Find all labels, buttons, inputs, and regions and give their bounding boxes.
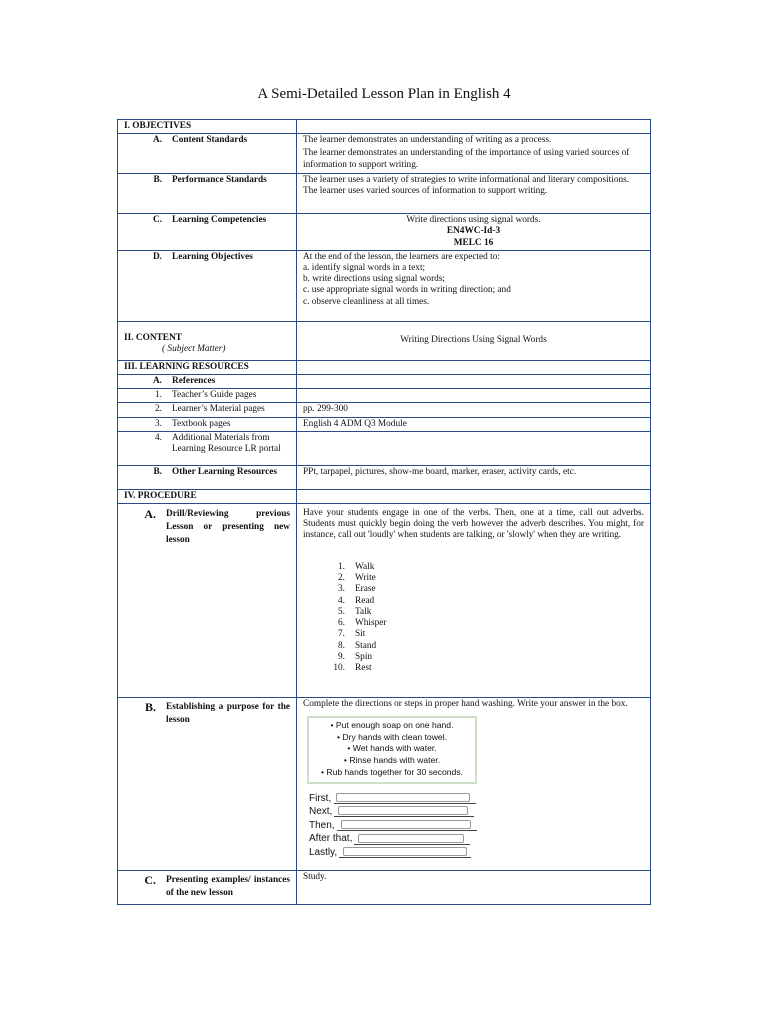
objective-item: c. observe cleanliness at all times. — [303, 296, 430, 307]
verb-item: 2. Write — [338, 572, 376, 583]
procedure-heading: IV. PROCEDURE — [118, 489, 297, 503]
verb-item: 9. Spin — [338, 652, 373, 663]
learning-objectives-value: At the end of the lesson, the learners are expected to: a. identify signal words in a text; b. write directions using signal words; c. use appropriate signal words in writing direction; and c. observe cleanliness at all times. — [297, 250, 651, 321]
verb-item: 10. Rest — [333, 663, 372, 674]
examples-label: C. Presenting examples/ instances of the new lesson — [118, 871, 297, 905]
objective-item: b. write directions using signal words; — [303, 274, 446, 285]
answer-blank[interactable] — [337, 820, 477, 831]
answer-blank[interactable] — [334, 793, 476, 804]
learning-objectives-label: D. Learning Objectives — [118, 250, 297, 321]
answer-row: Next, — [309, 804, 644, 818]
step-item: • Rub hands together for 30 seconds. — [320, 766, 464, 777]
references-label: A. References — [118, 375, 297, 389]
drill-label: A. Drill/Reviewing previous Lesson or presenting new lesson — [118, 504, 297, 698]
resource-item: 4. Additional Materials from Learning Resource LR portal — [118, 431, 297, 465]
drill-content: Have your students engage in one of the verbs. Then, one at a time, call out adverbs. Students must quickly begin doing the verb however the adverb describes. You might, for instance, call out 'loudly' when students are talking, or 'slowly' when they are writing. 1. Walk 2. Write 3. Erase 4. Read 5. Talk 6. Whisper 7. Sit 8. Stand 9. Spin 10. Rest — [297, 504, 651, 698]
verb-item: 8. Stand — [338, 640, 377, 651]
verb-item: 1. Walk — [338, 561, 375, 572]
content-value: Writing Directions Using Signal Words — [297, 321, 651, 360]
resource-value — [297, 431, 651, 465]
verb-item: 5. Talk — [338, 606, 372, 617]
content-heading: II. CONTENT ( Subject Matter) — [118, 321, 297, 360]
melc-code: MELC 16 — [453, 237, 494, 248]
verb-item: 7. Sit — [338, 629, 366, 640]
competency-code: EN4WC-Id-3 — [446, 226, 501, 237]
purpose-label: B. Establishing a purpose for the lesson — [118, 698, 297, 871]
step-item: • Put enough soap on one hand. — [330, 720, 454, 731]
performance-standards-label: B. Performance Standards — [118, 174, 297, 214]
examples-content: Study. — [297, 871, 651, 905]
resource-value: English 4 ADM Q3 Module — [297, 417, 651, 431]
answer-blanks — [309, 790, 644, 858]
performance-standards-value: The learner uses a variety of strategies to write informational and literary compositions. The learner uses varied sources of information to support writing. — [297, 174, 651, 214]
hand-washing-steps-box — [307, 716, 477, 784]
step-item: • Wet hands with water. — [347, 743, 437, 754]
objectives-heading: I. OBJECTIVES — [118, 120, 297, 134]
content-standards-value: The learner demonstrates an understanding of writing as a process. The learner demonstrates an understanding of the importance of using varied sources of information to support writing. — [297, 134, 651, 174]
answer-blank[interactable] — [334, 806, 474, 817]
objective-item: a. identify signal words in a text; — [303, 263, 426, 274]
learning-competencies-label: C. Learning Competencies — [118, 214, 297, 251]
step-item: • Rinse hands with water. — [343, 755, 441, 766]
answer-row: Lastly, — [309, 845, 644, 859]
page-title: A Semi-Detailed Lesson Plan in English 4 — [257, 86, 511, 102]
resource-item: 1. Teacher’s Guide pages — [118, 389, 297, 403]
other-resources-label: B. Other Learning Resources — [118, 465, 297, 489]
verb-list — [325, 562, 644, 675]
answer-blank[interactable] — [339, 847, 471, 858]
resource-item: 2. Learner’s Material pages — [118, 403, 297, 417]
answer-row: Then, — [309, 817, 644, 831]
content-standards-label: A. Content Standards — [118, 134, 297, 174]
objective-item: c. use appropriate signal words in writing direction; and — [303, 285, 511, 296]
answer-blank[interactable] — [354, 834, 470, 845]
lesson-plan-table — [117, 119, 651, 905]
purpose-content: Complete the directions or steps in proper hand washing. Write your answer in the box. • Put enough soap on one hand. • Dry hands with clean towel. • Wet hands with water. • Rinse hands with water. • Rub hands together for 30 seconds. First, Next, Then, After that, Lastly, — [297, 698, 651, 871]
resource-item: 3. Textbook pages — [118, 417, 297, 431]
resources-heading: III. LEARNING RESOURCES — [118, 360, 297, 374]
verb-item: 4. Read — [338, 595, 375, 606]
other-resources-value: PPt, tarpapel, pictures, show-me board, marker, eraser, activity cards, etc. — [297, 465, 651, 489]
answer-row: First, — [309, 790, 644, 804]
verb-item: 6. Whisper — [338, 618, 387, 629]
verb-item: 3. Erase — [338, 584, 376, 595]
answer-row: After that, — [309, 831, 644, 845]
step-item: • Dry hands with clean towel. — [336, 731, 447, 742]
learning-competencies-value: Write directions using signal words. EN4WC-Id-3 MELC 16 — [297, 214, 651, 251]
resource-value — [297, 389, 651, 403]
resource-value: pp. 299-300 — [297, 403, 651, 417]
